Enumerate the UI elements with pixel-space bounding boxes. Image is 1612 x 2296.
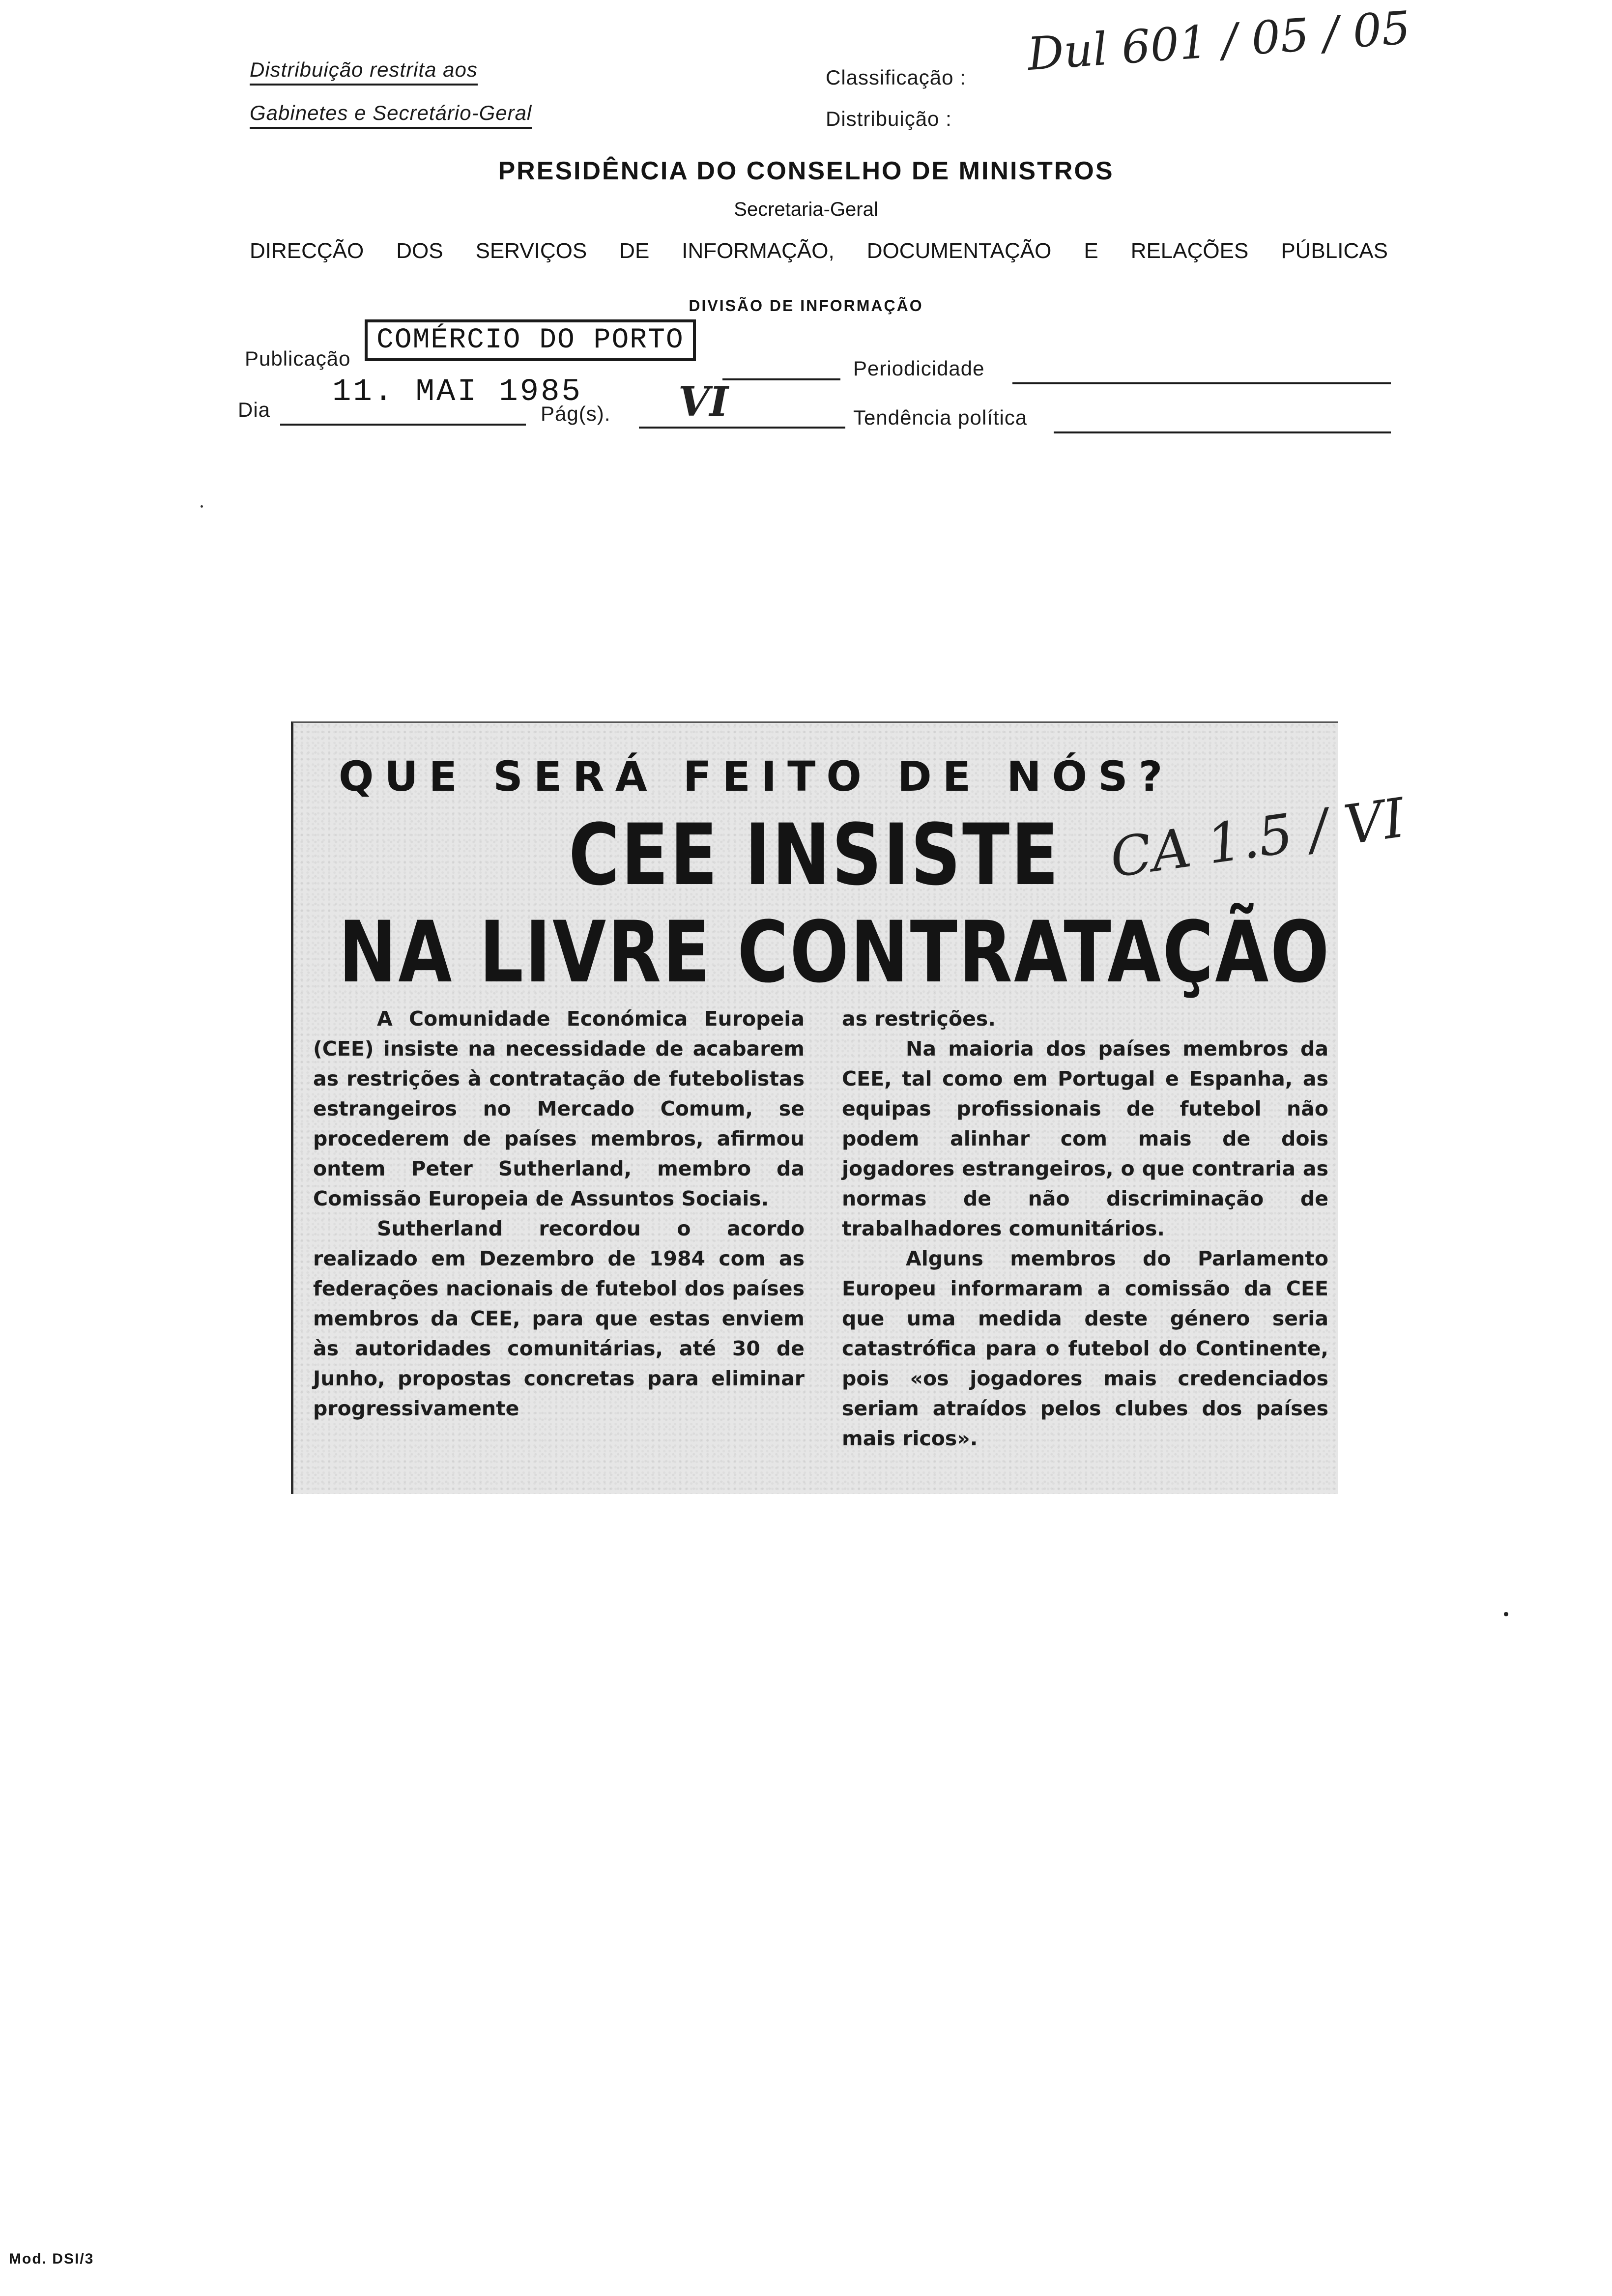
classificacao-label: Classificação : xyxy=(826,66,966,89)
distribuicao-label: Distribuição : xyxy=(826,107,952,130)
article-headline-line-2: NA LIVRE CONTRATAÇÃO xyxy=(339,903,1331,1002)
newspaper-clipping xyxy=(291,721,1409,1494)
pag-label: Pág(s). xyxy=(541,402,611,425)
article-headline-line-1: CEE INSISTE xyxy=(569,805,1061,904)
distribution-line-1: Distribuição restrita aos xyxy=(250,58,478,86)
direction-word: E xyxy=(1084,239,1098,263)
article-paragraph: Alguns membros do Parlamento Europeu informaram a comissão da CEE que uma medida deste género seria catastrófica para o futebol do Continente, pois «os jogadores mais credenciados seriam atraídos pelos clubes dos países mais ricos». xyxy=(842,1247,1328,1450)
pag-value: VI xyxy=(678,378,728,426)
dia-label: Dia xyxy=(238,398,271,421)
article-paragraph: as restrições. xyxy=(842,1007,996,1031)
article-paragraph: Na maioria dos países membros da CEE, tal como em Portugal e Espanha, as equipas profissionais de futebol não podem alinhar com mais de dois jogadores estrangeiros, o que contraria as normas de não discriminação de trabalhadores comunitários. xyxy=(842,1037,1328,1240)
direction-word: DOCUMENTAÇÃO xyxy=(866,239,1052,263)
institution-name: PRESIDÊNCIA DO CONSELHO DE MINISTROS xyxy=(498,157,1114,185)
article-column-1 xyxy=(313,1004,805,1424)
direction-word: DOS xyxy=(396,239,443,263)
direction-word: RELAÇÕES xyxy=(1130,239,1249,263)
dia-line xyxy=(280,424,526,426)
article-column-2 xyxy=(842,1004,1328,1454)
article-kicker: QUE SERÁ FEITO DE NÓS? xyxy=(339,752,1174,801)
scan-speck xyxy=(201,505,203,508)
direction-word: DE xyxy=(619,239,650,263)
publicacao-label: Publicação xyxy=(245,347,351,370)
direction-word: DIRECÇÃO xyxy=(250,239,364,263)
handwritten-annotation: CA 1.5 / VI xyxy=(1106,786,1409,890)
direction-word: INFORMAÇÃO, xyxy=(682,239,835,263)
division-label: DIVISÃO DE INFORMAÇÃO xyxy=(689,297,923,315)
tendencia-label: Tendência política xyxy=(853,406,1028,429)
article-paragraph: A Comunidade Económica Europeia (CEE) insiste na necessidade de acabarem as restrições à contratação de futebolistas estrangeiros no Mercado Comum, se procederem de países membros, afirmou ontem Peter Sutherland, membro da Comissão Europeia de Assuntos Sociais. xyxy=(313,1007,805,1210)
pag-line xyxy=(639,427,845,429)
publicacao-underline xyxy=(722,378,840,380)
scan-speck xyxy=(1504,1612,1508,1616)
article-paragraph: Sutherland recordou o acordo realizado em Dezembro de 1984 com as federações nacionais de futebol dos países membros da CEE, para que estas enviem às autoridades comunitárias, até 30 de Junho, propostas concretas para eliminar progressivamente xyxy=(313,1217,805,1420)
direction-word: PÚBLICAS xyxy=(1281,239,1388,263)
publication-stamp: COMÉRCIO DO PORTO xyxy=(365,319,696,361)
handwritten-reference: Dul 601 / 05 / 05 xyxy=(1026,1,1412,81)
tendencia-line xyxy=(1054,431,1391,433)
periodicidade-label: Periodicidade xyxy=(853,357,985,380)
periodicidade-line xyxy=(1012,382,1391,384)
direction-line xyxy=(250,239,1388,263)
institution-subtitle: Secretaria-Geral xyxy=(734,199,878,220)
direction-word: SERVIÇOS xyxy=(475,239,587,263)
dia-value: 11. MAI 1985 xyxy=(332,374,582,410)
form-code: Mod. DSI/3 xyxy=(9,2251,94,2267)
distribution-line-2: Gabinetes e Secretário-Geral xyxy=(250,101,532,129)
